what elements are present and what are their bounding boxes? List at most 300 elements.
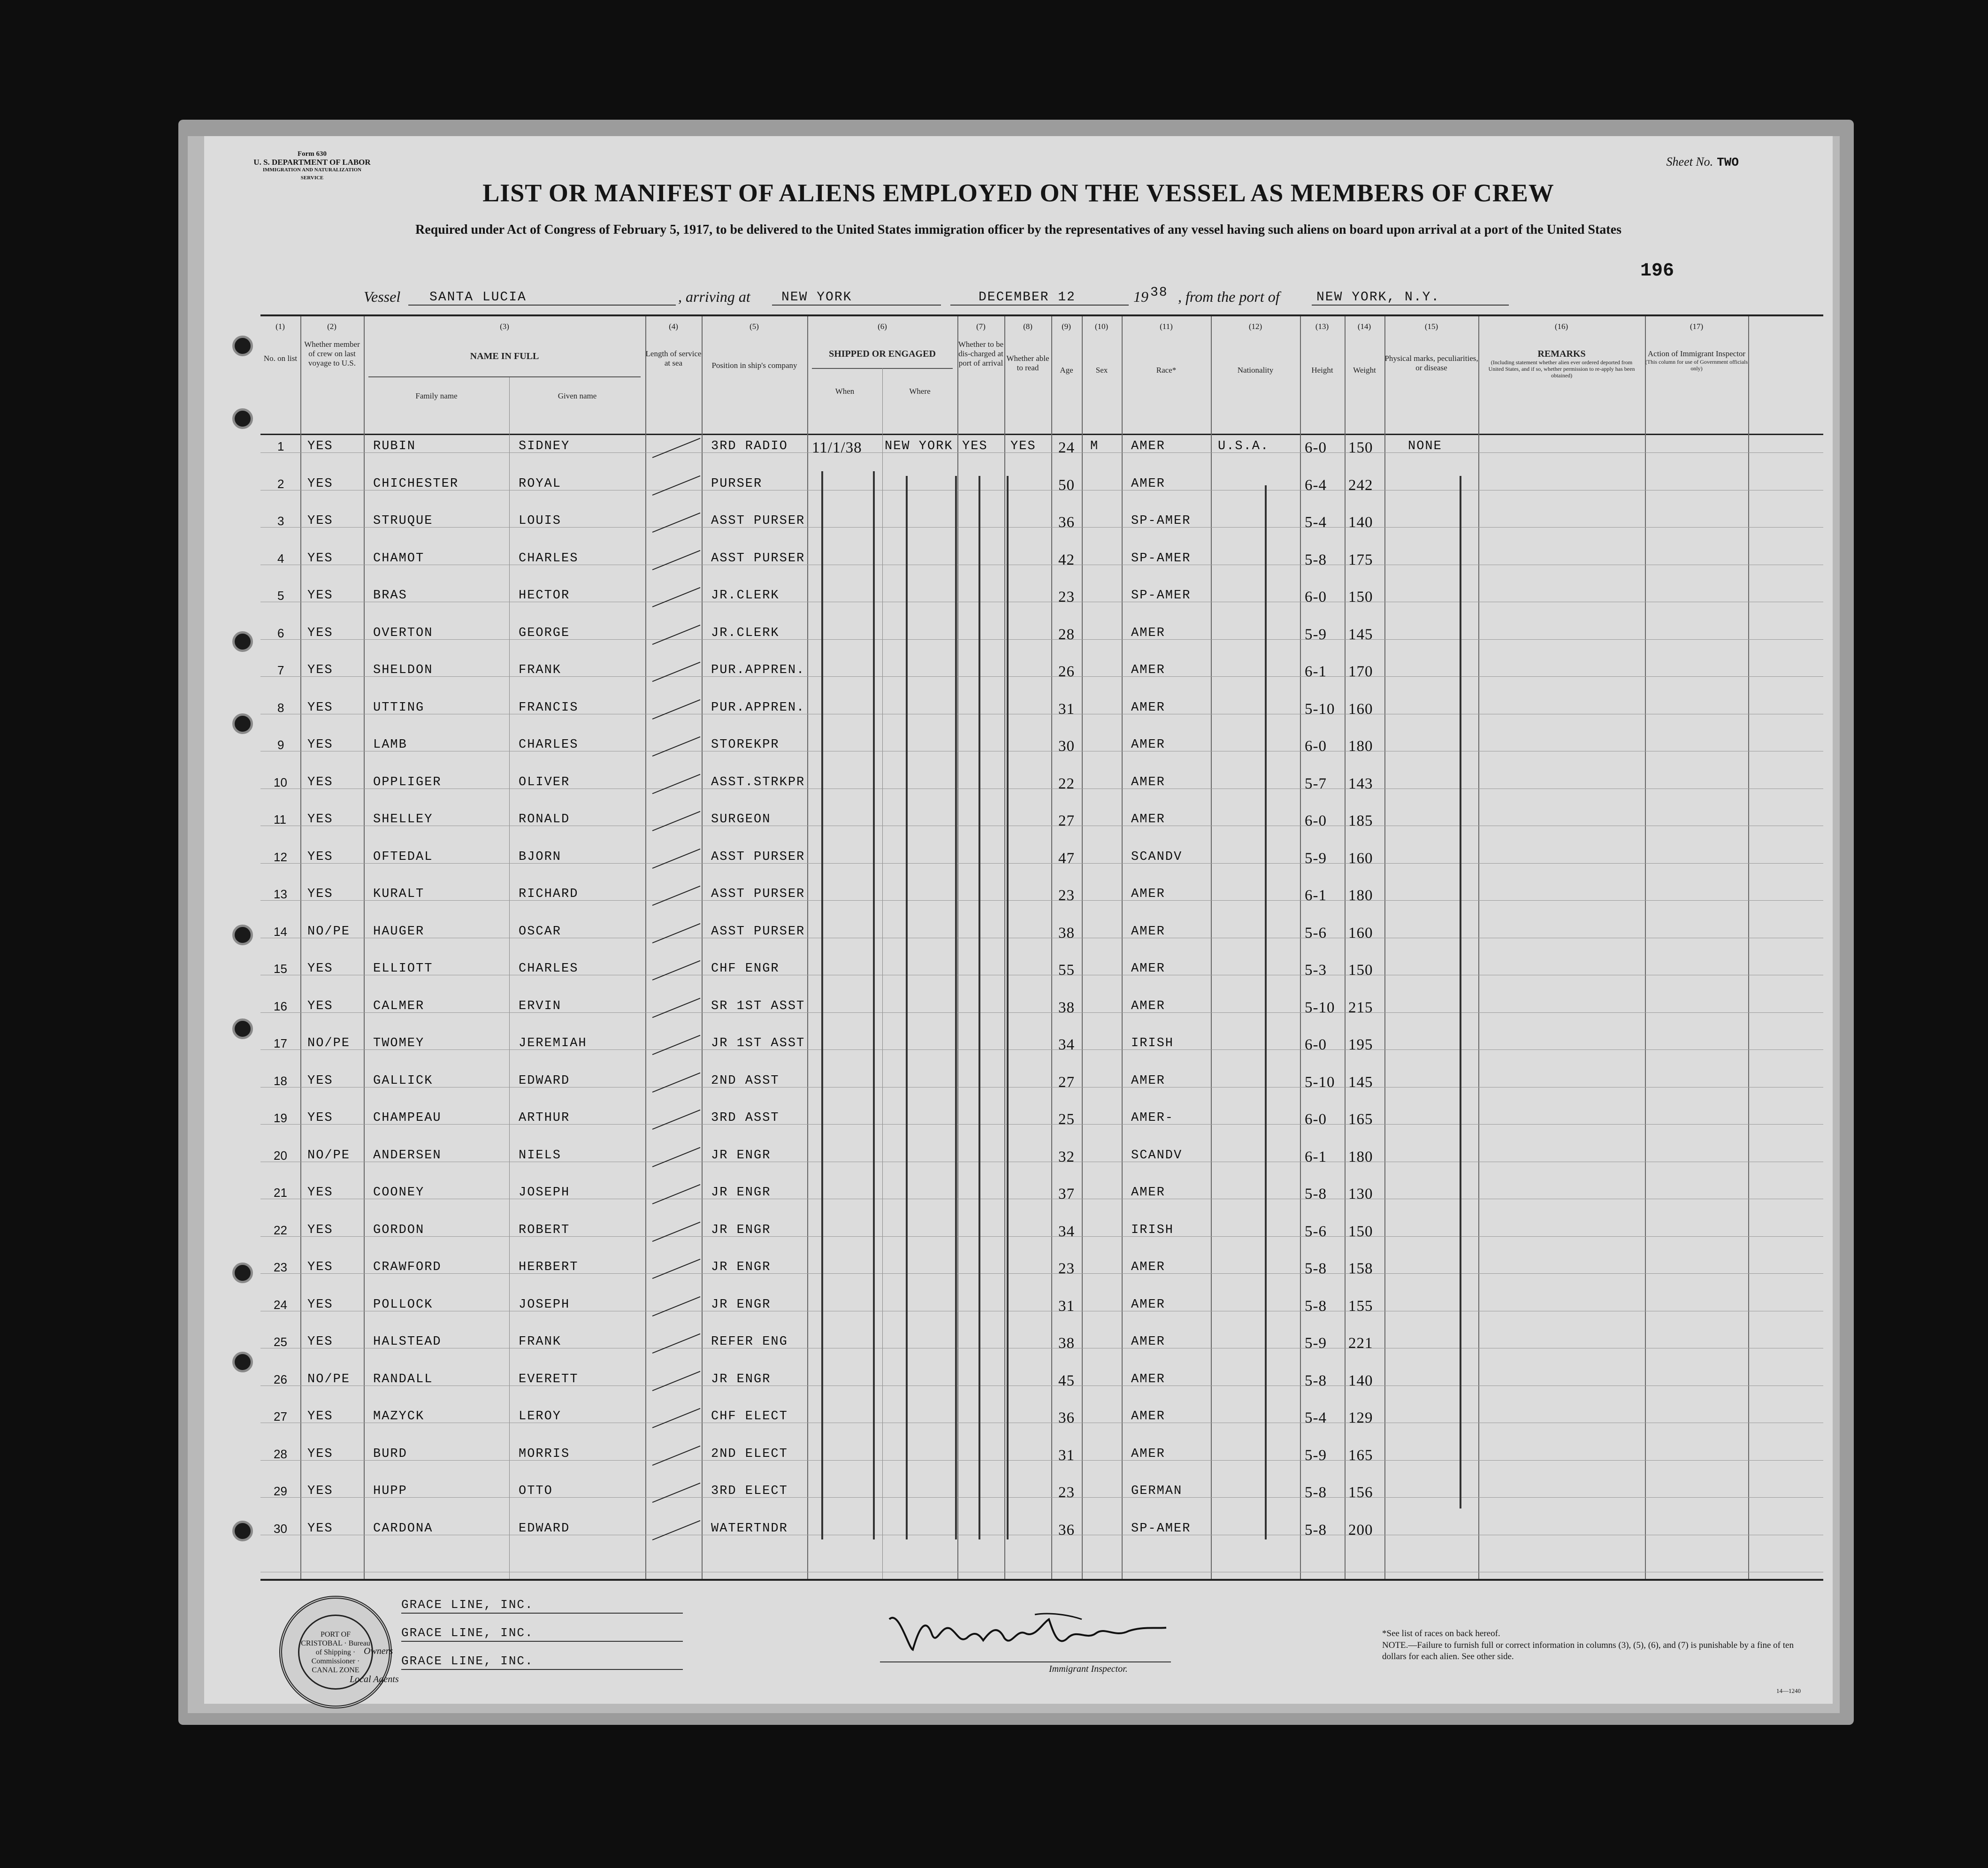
- age: 42: [1058, 551, 1075, 568]
- age: 34: [1058, 1223, 1075, 1240]
- punch-hole: [232, 925, 253, 945]
- last-voyage-value: YES: [307, 1186, 333, 1200]
- weight: 170: [1348, 663, 1373, 680]
- header-no: No. on list: [263, 354, 298, 363]
- height: 5-8: [1305, 1521, 1327, 1539]
- ditto-line: [873, 471, 875, 1539]
- inspector-signature: [880, 1605, 1171, 1661]
- height: 5-10: [1305, 700, 1335, 718]
- weight: 160: [1348, 700, 1373, 718]
- height: 5-7: [1305, 775, 1327, 792]
- race: AMER: [1131, 1260, 1165, 1274]
- position: ASST PURSER: [711, 850, 805, 864]
- service-tick-mark: [652, 475, 701, 495]
- row-number: 30: [274, 1521, 287, 1536]
- age: 38: [1058, 999, 1075, 1016]
- family-name: CRAWFORD: [373, 1260, 442, 1274]
- column-number: (4): [669, 322, 678, 331]
- age: 24: [1058, 439, 1075, 456]
- age: 31: [1058, 1297, 1075, 1315]
- height: 5-6: [1305, 924, 1327, 942]
- form-title: LIST OR MANIFEST OF ALIENS EMPLOYED ON THE VESSEL AS MEMBERS OF CREW: [482, 179, 1554, 207]
- read-value: YES: [1010, 439, 1036, 453]
- last-voyage-value: NO/PE: [307, 924, 351, 939]
- weight: 156: [1348, 1484, 1373, 1501]
- service-tick-mark: [652, 587, 701, 607]
- family-name: RANDALL: [373, 1372, 433, 1386]
- race: AMER: [1131, 700, 1165, 715]
- race: AMER: [1131, 1186, 1165, 1200]
- family-name: ELLIOTT: [373, 962, 433, 976]
- row-rule: [260, 639, 1823, 640]
- last-voyage-value: YES: [307, 1335, 333, 1349]
- age: 34: [1058, 1036, 1075, 1053]
- column-number: (10): [1094, 322, 1109, 331]
- last-voyage-value: NO/PE: [307, 1372, 351, 1386]
- age: 37: [1058, 1186, 1075, 1202]
- sheet-number: Sheet No. TWO: [1666, 155, 1739, 169]
- age: 36: [1058, 514, 1075, 531]
- age: 50: [1058, 476, 1075, 494]
- column-rule: [1384, 316, 1385, 1579]
- race: AMER: [1131, 1335, 1165, 1349]
- race: AMER: [1131, 663, 1165, 677]
- position: JR ENGR: [711, 1297, 771, 1312]
- race: SP-AMER: [1131, 551, 1191, 566]
- header-position: Position in ship's company: [711, 361, 797, 370]
- family-name: OPPLIGER: [373, 775, 442, 789]
- row-number: 8: [277, 700, 284, 715]
- column-number: (2): [327, 322, 336, 331]
- column-rule: [1122, 316, 1123, 1579]
- last-voyage-value: YES: [307, 738, 333, 752]
- header-where: Where: [909, 387, 931, 396]
- race: SCANDV: [1131, 1148, 1183, 1163]
- position: REFER ENG: [711, 1335, 788, 1349]
- service-tick-mark: [652, 1184, 701, 1204]
- height: 5-9: [1305, 1335, 1327, 1352]
- service-tick-mark: [652, 923, 701, 943]
- table-header: [260, 316, 1823, 435]
- row-rule: [260, 1236, 1823, 1237]
- shipped-where: NEW YORK: [885, 439, 953, 453]
- family-name: BURD: [373, 1447, 407, 1461]
- weight: 140: [1348, 514, 1373, 531]
- weight: 129: [1348, 1409, 1373, 1426]
- height: 5-8: [1305, 1297, 1327, 1315]
- row-number: 10: [274, 775, 287, 789]
- row-number: 7: [277, 663, 284, 677]
- position: CHF ENGR: [711, 962, 780, 976]
- last-voyage-value: YES: [307, 514, 333, 528]
- age: 23: [1058, 887, 1075, 904]
- header-sex: Sex: [1095, 366, 1108, 375]
- position: ASST.STRKPR: [711, 775, 805, 789]
- weight: 180: [1348, 738, 1373, 755]
- family-name: GALLICK: [373, 1073, 433, 1088]
- from-port: NEW YORK, N.Y.: [1316, 290, 1440, 305]
- arrival-date: DECEMBER 12: [979, 290, 1076, 305]
- weight: 150: [1348, 589, 1373, 605]
- column-rule: [1748, 316, 1749, 1579]
- position: ASST PURSER: [711, 551, 805, 566]
- given-name: FRANK: [519, 663, 562, 677]
- height: 5-8: [1305, 551, 1327, 568]
- punch-hole: [232, 336, 253, 356]
- row-number: 15: [274, 962, 287, 976]
- age: 23: [1058, 589, 1075, 605]
- given-name: CHARLES: [519, 551, 579, 566]
- given-name: FRANK: [519, 1335, 562, 1349]
- row-rule: [260, 527, 1823, 528]
- race: IRISH: [1131, 1223, 1174, 1237]
- row-number: 23: [274, 1260, 287, 1274]
- height: 5-6: [1305, 1223, 1327, 1240]
- service-tick-mark: [652, 624, 701, 644]
- age: 38: [1058, 924, 1075, 942]
- height: 5-8: [1305, 1186, 1327, 1202]
- age: 31: [1058, 700, 1075, 718]
- given-name: ROYAL: [519, 476, 562, 491]
- family-name: UTTING: [373, 700, 425, 715]
- height: 5-9: [1305, 626, 1327, 643]
- row-rule: [260, 1460, 1823, 1461]
- weight: 165: [1348, 1111, 1373, 1128]
- service-tick-mark: [652, 1221, 701, 1241]
- last-voyage-value: YES: [307, 439, 333, 453]
- header-given-name: Given name: [558, 391, 597, 400]
- weight: 150: [1348, 962, 1373, 979]
- given-name: CHARLES: [519, 962, 579, 976]
- print-code: 14—1240: [1776, 1687, 1801, 1694]
- service-tick-mark: [652, 1445, 701, 1465]
- last-voyage-value: YES: [307, 626, 333, 640]
- position: SURGEON: [711, 812, 771, 827]
- family-name: POLLOCK: [373, 1297, 433, 1312]
- given-name: EDWARD: [519, 1073, 570, 1088]
- given-name: CHARLES: [519, 738, 579, 752]
- shipped-when: 11/1/38: [812, 439, 862, 456]
- column-rule: [300, 316, 301, 1579]
- row-number: 22: [274, 1223, 287, 1237]
- given-name: LOUIS: [519, 514, 562, 528]
- row-rule: [260, 1012, 1823, 1013]
- column-number: (16): [1554, 322, 1568, 331]
- height: 6-1: [1305, 887, 1327, 904]
- position: JR.CLERK: [711, 589, 780, 603]
- given-name: RICHARD: [519, 887, 579, 901]
- given-name: OSCAR: [519, 924, 562, 939]
- header-discharged: Whether to be dis-charged at port of arrival: [958, 340, 1004, 367]
- weight: 150: [1348, 439, 1373, 456]
- punch-hole: [232, 1018, 253, 1039]
- last-voyage-value: YES: [307, 812, 333, 827]
- family-name: LAMB: [373, 738, 407, 752]
- height: 6-0: [1305, 812, 1327, 829]
- vessel-line: Vessel SANTA LUCIA , arriving at NEW YORK DECEMBER 12 19 38 , from the port of NEW YORK, N.Y.: [364, 284, 1725, 307]
- family-name: CALMER: [373, 999, 425, 1013]
- age: 36: [1058, 1409, 1075, 1426]
- service-tick-mark: [652, 1370, 701, 1391]
- row-number: 16: [274, 999, 287, 1013]
- ditto-line: [1460, 476, 1461, 1508]
- weight: 180: [1348, 887, 1373, 904]
- race: AMER: [1131, 1409, 1165, 1424]
- weight: 158: [1348, 1260, 1373, 1277]
- position: JR ENGR: [711, 1186, 771, 1200]
- family-name: HALSTEAD: [373, 1335, 442, 1349]
- age: 31: [1058, 1447, 1075, 1464]
- age: 23: [1058, 1484, 1075, 1501]
- header-physical-marks: Physical marks, peculiarities, or disease: [1384, 354, 1478, 372]
- given-name: BJORN: [519, 850, 562, 864]
- punch-hole: [232, 1352, 253, 1372]
- given-name: ERVIN: [519, 999, 562, 1013]
- service-tick-mark: [652, 1483, 701, 1503]
- service-tick-mark: [652, 886, 701, 906]
- position: STOREKPR: [711, 738, 780, 752]
- age: 55: [1058, 962, 1075, 979]
- race: SP-AMER: [1131, 514, 1191, 528]
- row-number: 1: [277, 439, 284, 453]
- header-service-length: Length of service at sea: [645, 349, 702, 367]
- height: 5-3: [1305, 962, 1327, 979]
- agent-line-2: GRACE LINE, INC. Owners: [401, 1619, 683, 1643]
- service-tick-mark: [652, 848, 701, 868]
- last-voyage-value: YES: [307, 775, 333, 789]
- header-last-voyage: Whether member of crew on last voyage to U.S.: [304, 340, 360, 367]
- row-number: 24: [274, 1297, 287, 1312]
- weight: 155: [1348, 1297, 1373, 1315]
- age: 45: [1058, 1372, 1075, 1389]
- weight: 200: [1348, 1521, 1373, 1539]
- given-name: OLIVER: [519, 775, 570, 789]
- service-tick-mark: [652, 1520, 701, 1540]
- family-name: COONEY: [373, 1186, 425, 1200]
- row-rule: [260, 900, 1823, 901]
- position: 3RD ASST: [711, 1111, 780, 1125]
- last-voyage-value: YES: [307, 887, 333, 901]
- column-number: (3): [500, 322, 509, 331]
- row-rule: [260, 863, 1823, 864]
- given-name: EDWARD: [519, 1521, 570, 1536]
- given-name: JEREMIAH: [519, 1036, 587, 1050]
- service-tick-mark: [652, 438, 701, 458]
- row-number: 5: [277, 589, 284, 603]
- family-name: SHELLEY: [373, 812, 433, 827]
- races-note: *See list of races on back hereof.: [1382, 1629, 1500, 1638]
- height: 6-1: [1305, 663, 1327, 680]
- row-number: 17: [274, 1036, 287, 1050]
- last-voyage-value: NO/PE: [307, 1036, 351, 1050]
- service-tick-mark: [652, 1147, 701, 1167]
- race: SCANDV: [1131, 850, 1183, 864]
- column-rule: [364, 316, 365, 1579]
- service-tick-mark: [652, 662, 701, 682]
- row-number: 27: [274, 1409, 287, 1424]
- service-tick-mark: [652, 1035, 701, 1055]
- service-tick-mark: [652, 811, 701, 831]
- service-tick-mark: [652, 960, 701, 980]
- ditto-line: [821, 471, 823, 1539]
- row-rule: [260, 1497, 1823, 1498]
- race: AMER: [1131, 962, 1165, 976]
- last-voyage-value: YES: [307, 700, 333, 715]
- column-rule: [1051, 316, 1052, 1579]
- row-rule: [260, 1273, 1823, 1274]
- weight: 130: [1348, 1186, 1373, 1202]
- last-voyage-value: YES: [307, 1260, 333, 1274]
- family-name: HAUGER: [373, 924, 425, 939]
- weight: 160: [1348, 924, 1373, 942]
- position: JR 1ST ASST: [711, 1036, 805, 1050]
- row-number: 12: [274, 850, 287, 864]
- race: SP-AMER: [1131, 589, 1191, 603]
- height: 6-0: [1305, 1111, 1327, 1128]
- header-age: Age: [1060, 366, 1073, 375]
- header-inspector-action: Action of Immigrant Inspector (This column for use of Government officials only): [1645, 349, 1748, 372]
- family-name: HUPP: [373, 1484, 407, 1498]
- weight: 175: [1348, 551, 1373, 568]
- position: PUR.APPREN.: [711, 663, 805, 677]
- position: CHF ELECT: [711, 1409, 788, 1424]
- service-tick-mark: [652, 1408, 701, 1428]
- service-tick-mark: [652, 1259, 701, 1279]
- position: 2ND ASST: [711, 1073, 780, 1088]
- race: AMER: [1131, 812, 1165, 827]
- family-name: RUBIN: [373, 439, 416, 453]
- position: ASST PURSER: [711, 514, 805, 528]
- column-rule: [1004, 316, 1005, 1579]
- height: 6-0: [1305, 589, 1327, 605]
- height: 6-1: [1305, 1148, 1327, 1165]
- weight: 215: [1348, 999, 1373, 1016]
- ditto-line: [979, 476, 980, 1539]
- given-name: SIDNEY: [519, 439, 570, 453]
- family-name: ANDERSEN: [373, 1148, 442, 1163]
- weight: 165: [1348, 1447, 1373, 1464]
- row-rule: [260, 676, 1823, 677]
- header-shipped: SHIPPED OR ENGAGED: [829, 349, 936, 359]
- given-name: JOSEPH: [519, 1297, 570, 1312]
- height: 5-9: [1305, 850, 1327, 867]
- column-number: (8): [1023, 322, 1032, 331]
- given-name: EVERETT: [519, 1372, 579, 1386]
- service-tick-mark: [652, 1296, 701, 1316]
- given-name: NIELS: [519, 1148, 562, 1163]
- last-voyage-value: YES: [307, 589, 333, 603]
- row-number: 18: [274, 1073, 287, 1088]
- punch-hole: [232, 408, 253, 429]
- age: 30: [1058, 738, 1075, 755]
- age: 47: [1058, 850, 1075, 867]
- family-name: CHAMPEAU: [373, 1111, 442, 1125]
- last-voyage-value: YES: [307, 1297, 333, 1312]
- column-rule: [1082, 316, 1083, 1579]
- column-rule: [882, 368, 883, 1579]
- row-number: 20: [274, 1148, 287, 1163]
- column-rule: [957, 316, 958, 1579]
- height: 5-9: [1305, 1447, 1327, 1464]
- last-voyage-value: YES: [307, 1447, 333, 1461]
- column-rule: [1645, 316, 1646, 1579]
- form-identifier: Form 630 U. S. DEPARTMENT OF LABOR IMMIGRATION AND NATURALIZATION SERVICE: [253, 150, 371, 181]
- race: IRISH: [1131, 1036, 1174, 1050]
- ditto-line: [1007, 476, 1009, 1539]
- row-number: 13: [274, 887, 287, 901]
- age: 22: [1058, 775, 1075, 792]
- position: SR 1ST ASST: [711, 999, 805, 1013]
- column-number: (11): [1160, 322, 1173, 331]
- position: 2ND ELECT: [711, 1447, 788, 1461]
- column-number: (9): [1062, 322, 1071, 331]
- height: 5-10: [1305, 999, 1335, 1016]
- race: AMER: [1131, 626, 1165, 640]
- ditto-line: [906, 476, 908, 1539]
- height: 5-10: [1305, 1073, 1335, 1091]
- service-tick-mark: [652, 997, 701, 1018]
- given-name: OTTO: [519, 1484, 553, 1498]
- row-number: 28: [274, 1447, 287, 1461]
- service-tick-mark: [652, 513, 701, 533]
- row-number: 4: [277, 551, 284, 566]
- column-rule: [1478, 316, 1479, 1579]
- height: 5-4: [1305, 1409, 1327, 1426]
- position: PUR.APPREN.: [711, 700, 805, 715]
- row-number: 29: [274, 1484, 287, 1498]
- family-name: SHELDON: [373, 663, 433, 677]
- discharge-value: YES: [962, 439, 988, 453]
- row-number: 3: [277, 514, 284, 528]
- height: 5-8: [1305, 1484, 1327, 1501]
- sex-value: M: [1090, 439, 1099, 453]
- service-tick-mark: [652, 1333, 701, 1354]
- race: AMER: [1131, 1073, 1165, 1088]
- weight: 221: [1348, 1335, 1373, 1352]
- service-tick-mark: [652, 773, 701, 794]
- service-tick-mark: [652, 550, 701, 570]
- row-number: 26: [274, 1372, 287, 1386]
- height: 5-8: [1305, 1372, 1327, 1389]
- race: AMER: [1131, 887, 1165, 901]
- column-number: (13): [1315, 322, 1329, 331]
- age: 28: [1058, 626, 1075, 643]
- form-footer: [260, 1591, 1823, 1694]
- column-number: (5): [749, 322, 759, 331]
- weight: 145: [1348, 1073, 1373, 1091]
- punch-hole: [232, 713, 253, 734]
- given-name: HECTOR: [519, 589, 570, 603]
- family-name: CARDONA: [373, 1521, 433, 1536]
- race: AMER: [1131, 1297, 1165, 1312]
- row-number: 21: [274, 1186, 287, 1200]
- family-name: CHAMOT: [373, 551, 425, 566]
- race: GERMAN: [1131, 1484, 1183, 1498]
- column-rule: [645, 316, 646, 1579]
- weight: 185: [1348, 812, 1373, 829]
- punch-hole: [232, 1263, 253, 1283]
- column-number: (7): [976, 322, 986, 331]
- last-voyage-value: YES: [307, 663, 333, 677]
- arrival-year: 38: [1150, 285, 1168, 300]
- family-name: CHICHESTER: [373, 476, 459, 491]
- age: 26: [1058, 663, 1075, 680]
- column-number: (12): [1248, 322, 1262, 331]
- position: 3RD RADIO: [711, 439, 788, 453]
- row-rule: [260, 452, 1823, 453]
- penalty-note: NOTE.—Failure to furnish full or correct information in columns (3), (5), (6), and (7) is punishable by a fine of ten dollars for each alien. See other side.: [1382, 1640, 1794, 1661]
- position: JR ENGR: [711, 1260, 771, 1274]
